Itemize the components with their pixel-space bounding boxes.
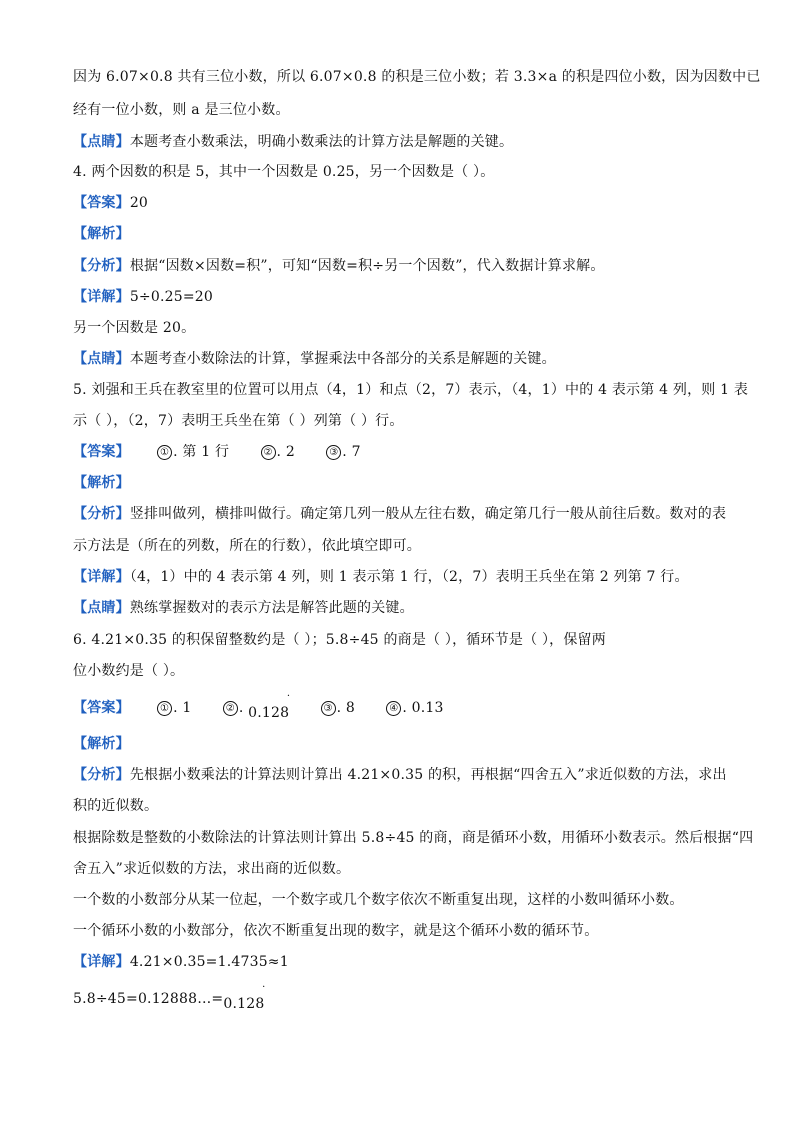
analysis-tag: 【解析】 (73, 736, 130, 752)
text-line (73, 505, 726, 523)
question-4: 4. 两个因数的积是 5，其中一个因数是 0.25，另一个因数是（ ）。 (73, 164, 495, 180)
text-content: 熟练掌握数对的表示方法是解答此题的关键。 (129, 600, 414, 616)
question-5: 5. 刘强和王兵在教室里的位置可以用点（4，1）和点（2，7）表示，（4，1）中的 4 表示第 4 列，则 1 表 (73, 382, 749, 398)
text-line (73, 288, 213, 306)
text-line: 积的近似数。 (73, 798, 159, 814)
text-line: 根据除数是整数的小数除法的计算法则计算出 5.8÷45 的商，商是循环小数，用循环小数表示。然后根据“四 (73, 830, 754, 846)
repeating-value: 0.128 (248, 705, 290, 721)
text-content: 4.21×0.35=1.4735≈1 (129, 954, 289, 970)
text-line: 一个数的小数部分从某一位起，一个数字或几个数字依次不断重复出现，这样的小数叫循环小数。 (73, 892, 684, 908)
answer-tag: 【答案】 (73, 700, 130, 716)
text-line (73, 766, 727, 784)
text-content: 竖排叫做列，横排叫做行。确定第几列一般从左往右数，确定第几行一般从前往后数。数对的表 (129, 506, 727, 522)
circled-number: ③ (326, 445, 341, 460)
answer-line (73, 443, 361, 461)
question-6-cont: 位小数约是（ ）。 (73, 663, 185, 679)
text-line (73, 599, 414, 617)
repeating-decimal (248, 691, 291, 722)
answer-line (73, 691, 444, 721)
repeat-dot-mark: · (286, 691, 291, 702)
text-line: 一个循环小数的小数部分，依次不断重复出现的数字，就是这个循环小数的循环节。 (73, 923, 599, 939)
label-tag: 【详解】 (73, 289, 130, 305)
text-content: 5÷0.25=20 (129, 289, 213, 305)
text-line (73, 133, 513, 151)
circled-number: ① (157, 701, 172, 716)
text-content: 先根据小数乘法的计算法则计算出 4.21×0.35 的积，再根据“四舍五入”求近似数的方法，求出 (129, 767, 727, 783)
repeat-dot-mark: · (262, 982, 266, 993)
text-content: 本题考查小数乘法，明确小数乘法的计算方法是解题的关键。 (129, 134, 514, 150)
text-content: 本题考查小数除法的计算，掌握乘法中各部分的关系是解题的关键。 (129, 351, 556, 367)
answer-text: 20 (129, 195, 149, 211)
text-line: 示方法是（所在的列数，所在的行数），依此填空即可。 (73, 538, 421, 554)
answer-item: . 2 (276, 444, 295, 460)
circled-number: ② (261, 445, 276, 460)
answer-tag: 【答案】 (73, 444, 130, 460)
answer-item: . 1 (173, 700, 192, 716)
text-content: 5.8÷45=0.12888…= (73, 991, 224, 1007)
analysis-tag: 【解析】 (73, 475, 130, 491)
circled-number: ② (223, 701, 238, 716)
analysis-heading (73, 225, 130, 243)
label-tag: 【分析】 (73, 258, 130, 274)
text-line (73, 257, 605, 275)
label-tag: 【详解】 (73, 569, 130, 585)
answer-item: . 7 (342, 444, 361, 460)
repeating-value: 0.128 (223, 996, 265, 1012)
answer-line (73, 194, 148, 212)
circled-number: ④ (386, 701, 401, 716)
repeating-decimal (223, 982, 266, 1013)
answer-item: . 8 (336, 700, 355, 716)
answer-tag: 【答案】 (73, 195, 130, 211)
label-tag: 【点睛】 (73, 600, 130, 616)
answer-item-prefix: . (238, 700, 244, 716)
text-line (73, 568, 689, 586)
text-line (73, 350, 556, 368)
answer-item: . 第 1 行 (173, 444, 230, 460)
text-line: 因为 6.07×0.8 共有三位小数，所以 6.07×0.8 的积是三位小数；若 3.3×a 的积是四位小数，因为因数中已 (73, 69, 761, 85)
text-content: （4，1）中的 4 表示第 4 列，则 1 表示第 1 行，（2，7）表明王兵坐在第 2 列第 7 行。 (129, 569, 689, 585)
label-tag: 【点睛】 (73, 134, 130, 150)
label-tag: 【点睛】 (73, 351, 130, 367)
question-5-cont: 示（ ），（2，7）表明王兵坐在第（ ）列第（ ）行。 (73, 413, 404, 429)
label-tag: 【详解】 (73, 954, 130, 970)
circled-number: ③ (321, 701, 336, 716)
analysis-heading (73, 474, 130, 492)
label-tag: 【分析】 (73, 506, 130, 522)
analysis-heading (73, 735, 130, 753)
text-line: 另一个因数是 20。 (73, 320, 196, 336)
question-6: 6. 4.21×0.35 的积保留整数约是（ ）；5.8÷45 的商是（ ），循环节是（ ），保留两 (73, 632, 606, 648)
label-tag: 【分析】 (73, 767, 130, 783)
text-content: 根据“因数×因数=积”，可知“因数=积÷另一个因数”，代入数据计算求解。 (129, 258, 605, 274)
text-line: 经有一位小数，则 a 是三位小数。 (73, 102, 290, 118)
answer-item: . 0.13 (402, 700, 444, 716)
text-line (73, 982, 266, 1012)
circled-number: ① (157, 445, 172, 460)
analysis-tag: 【解析】 (73, 226, 130, 242)
text-line (73, 953, 289, 971)
text-line: 舍五入”求近似数的方法，求出商的近似数。 (73, 861, 351, 877)
